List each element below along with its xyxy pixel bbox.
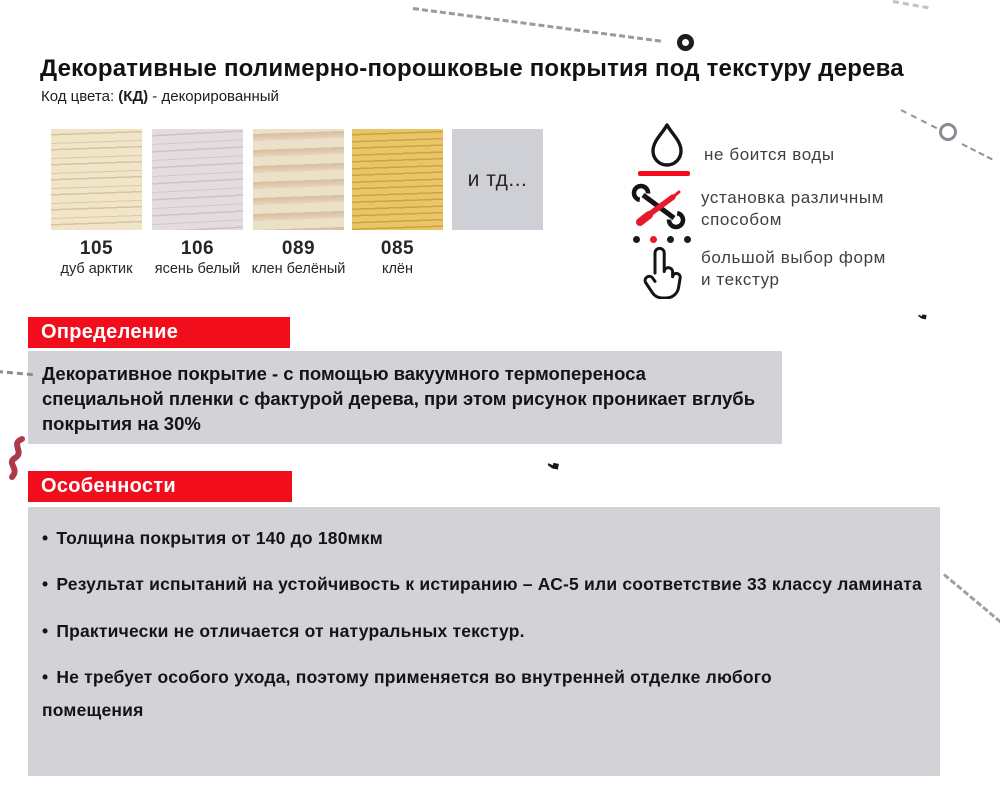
feature-bullet: • Не требует особого ухода, поэтому применяется во внутренней отделке любого помещения [42,661,807,726]
swatch-code: 105 [79,238,114,259]
feature-bullet: • Практически не отличается от натуральных текстур. [42,615,926,647]
features-heading: Особенности [28,471,292,502]
swatch-code: 085 [380,238,415,259]
swatch-name: ясень белый [154,261,241,277]
red-squiggle-decoration [2,435,30,485]
tools-icon [627,182,691,230]
selector-dot-red-icon [650,236,657,243]
red-underline-bar [638,171,690,176]
comma-ornament-icon [527,457,566,474]
circle-outline-decoration [939,123,957,141]
selector-dot-icon [633,236,640,243]
dashed-line-decoration [413,7,661,43]
swatch-105-oak-arctic [51,129,142,230]
selector-dot-icon [667,236,674,243]
swatch-name: клен белёный [251,261,346,277]
swatch-085-maple [352,129,443,230]
definition-body: Декоративное покрытие - с помощью вакуумного термопереноса специальной пленки с фактурой дерева, при этом рисунок проникает вглубь покрытия на 30% [28,351,782,444]
dashed-line-decoration [893,0,929,9]
swatch-089-maple-bleached [253,129,344,230]
swatch-name: дуб арктик [60,261,133,277]
color-code-suffix: - декорированный [148,88,279,105]
hand-tap-icon [637,243,689,299]
dashed-line-decoration [962,143,993,160]
water-drop-icon [645,121,689,171]
selector-dot-icon [684,236,691,243]
comma-ornament-icon [902,310,931,322]
benefit-label-installation: установка различным способом [701,188,885,230]
features-panel [28,507,940,776]
color-code-value: (КД) [118,88,149,105]
feature-bullet: • Результат испытаний на устойчивость к истиранию – АС-5 или соответствие 33 классу ламината [42,568,922,600]
swatch-etc-box: и тд... [452,129,543,230]
dashed-line-decoration [901,109,938,129]
feature-bullet: • Толщина покрытия от 140 до 180мкм [42,522,926,554]
definition-heading: Определение [28,317,290,348]
donut-dot-decoration [677,34,694,51]
dashed-line-decoration [943,573,1000,623]
swatch-label [46,238,147,277]
swatch-code: 089 [281,238,316,259]
color-code-line [41,88,279,105]
swatch-name: клён [381,261,414,277]
benefit-label-water: не боится воды [704,145,835,164]
swatch-106-ash-white [152,129,243,230]
color-code-prefix: Код цвета: [41,88,119,105]
swatch-label [248,238,349,277]
swatch-label [147,238,248,277]
swatch-code: 106 [180,238,215,259]
page-title: Декоративные полимерно-порошковые покрытия под текстуру дерева [40,55,904,82]
benefit-label-variety: большой выбор форм и текстур [701,248,886,290]
swatch-label [347,238,448,277]
